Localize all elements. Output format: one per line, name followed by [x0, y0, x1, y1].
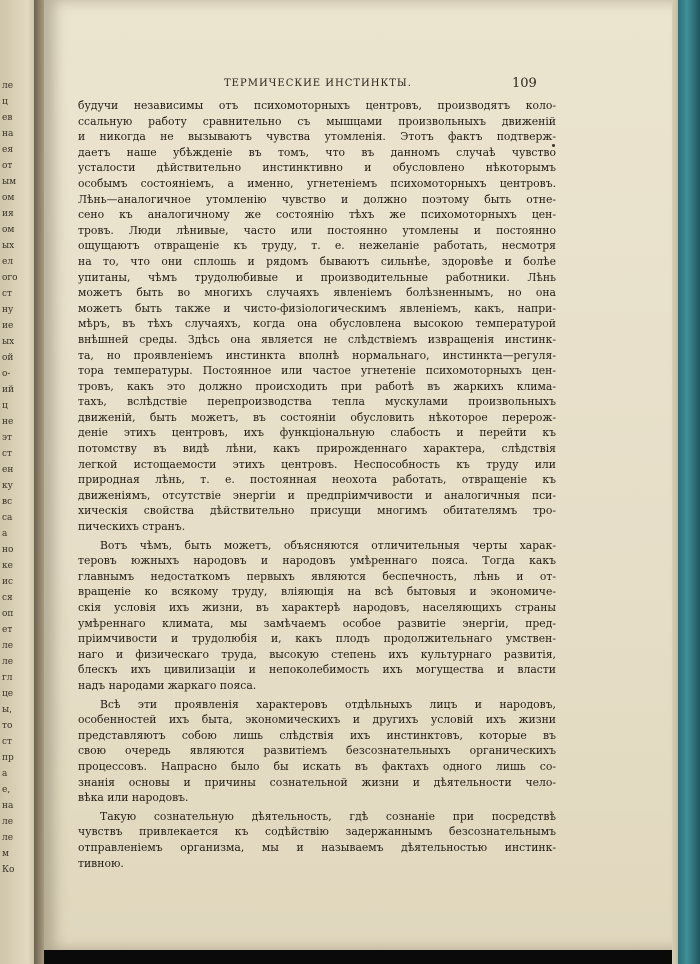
text-line: Лѣнь—аналогичное утомленiю чувство и должно поэтому быть отне-: [78, 192, 556, 206]
text-line: прiимчивости и трудолюбiя и, какъ плодъ продолжительнаго умствен-: [78, 632, 556, 646]
left-page-fragment: ис: [2, 577, 14, 587]
text-line: теровъ южныхъ народовъ и народовъ умѣреннаго пояса. Тогда какъ: [78, 554, 556, 568]
left-page-fragment: ого: [2, 273, 18, 283]
text-line: главнымъ недостаткомъ первыхъ являются беспечность, лѣнь и от-: [78, 569, 556, 583]
left-page-fragment: ея: [2, 145, 14, 155]
text-line: денiе этихъ центровъ, ихъ функцiональную слабость и перейти къ: [78, 426, 556, 440]
text-line: знанiя основы и причины сознательной жизни и дѣятельности чело-: [78, 775, 556, 789]
book-page: [44, 0, 674, 950]
text-line: вращенiе ко всякому труду, влiяющiя на всѣ бытовыя и экономиче-: [78, 585, 556, 599]
text-line: отправленiемъ организма, мы и называемъ дѣятельностью инстинк-: [78, 840, 556, 854]
left-page-fragment: ке: [2, 561, 13, 571]
left-page-fragment: ен: [2, 465, 14, 475]
text-line: представляютъ собою лишь слѣдствiя ихъ инстинктовъ, которые въ: [78, 728, 556, 742]
book-gutter: [34, 0, 44, 964]
text-line: упитаны, чѣмъ трудолюбивые и производительные работники. Лѣнь: [78, 270, 556, 284]
left-page-fragment: не: [2, 417, 14, 427]
text-line: на то, что они сплошь и рядомъ бываютъ сильнѣе, здоровѣе и болѣе: [78, 254, 556, 268]
text-line: природная лѣнь, т. е. постоянная неохота работать, отвращенiе къ: [78, 473, 556, 487]
left-page-fragment: ия: [2, 209, 14, 219]
left-page-fragment: Ко: [2, 865, 15, 875]
page-body-text: [78, 98, 556, 871]
text-line: тровъ, какъ это должно происходить при работѣ въ жаркихъ клима-: [78, 379, 556, 393]
left-page-fragment: ле: [2, 81, 14, 91]
text-line: вѣка или народовъ.: [78, 791, 189, 805]
left-page-fragment: от: [2, 161, 13, 171]
left-page-fragment: вс: [2, 497, 13, 507]
text-line: легкой истощаемости этихъ центровъ. Неспособность къ труду или: [78, 457, 556, 471]
text-line: чувствъ привлекается къ содѣйствiю задержаннымъ безсознательнымъ: [78, 825, 556, 839]
left-page-fragment: а: [2, 529, 8, 539]
text-line: наго и физическаго труда, высокую степень ихъ культурнаго развитiя,: [78, 647, 556, 661]
text-line: та, но проявленiемъ инстинкта вполнѣ нормальнаго, инстинкта—регуля-: [78, 348, 556, 362]
left-page-fragment: ся: [2, 593, 13, 603]
left-page-fragment: ым: [2, 177, 17, 187]
page-number: 109: [512, 76, 537, 91]
left-page-fragment: ых: [2, 337, 15, 347]
left-page-fragment: ле: [2, 817, 14, 827]
text-line: сено къ аналогичному же состоянiю тѣхъ же психомоторныхъ цен-: [78, 208, 556, 222]
text-line: потомству въ видѣ лѣни, какъ прирожденнаго характера, слѣдствiя: [78, 442, 556, 456]
text-line: движенiямъ, отсутствiе энергiи и предпрiимчивости и аналогичныя пси-: [78, 488, 556, 502]
left-page-fragment: це: [2, 689, 14, 699]
left-page-fragment: ст: [2, 289, 13, 299]
left-page-fragment: ц: [2, 97, 8, 107]
left-page-fragment: ых: [2, 241, 15, 251]
paragraph: [78, 697, 556, 806]
left-page-fragment: ст: [2, 737, 13, 747]
text-line: тровъ. Люди лѣнивые, часто или постоянно утомлены и постоянно: [78, 223, 556, 237]
left-page-fragment: а: [2, 769, 8, 779]
paragraph: [78, 98, 556, 535]
book-cover-edge: [678, 0, 700, 964]
text-line: хическiя свойства дѣйствительно присущи многимъ обитателямъ тро-: [78, 504, 556, 518]
text-line: Всѣ эти проявленiя характеровъ отдѣльныхъ лицъ и народовъ,: [100, 697, 556, 711]
left-page-fragment: ле: [2, 657, 14, 667]
text-line: ощущаютъ отвращенiе къ труду, т. е. нежеланiе работать, несмотря: [78, 239, 556, 253]
left-page-fragment: е,: [2, 785, 11, 795]
left-page-fragment: са: [2, 513, 13, 523]
text-line: внѣшней среды. Здѣсь она является не слѣдствiемъ извращенiя инстинк-: [78, 332, 556, 346]
left-page-fragment: ле: [2, 833, 14, 843]
text-line: и никогда не вызываютъ чувства утомленiя. Этотъ фактъ подтверж-: [78, 130, 556, 144]
text-line: даетъ наше убѣжденiе въ томъ, что въ данномъ случаѣ чувство: [78, 145, 556, 159]
text-line: движенiй, быть можетъ, въ состоянiи обусловить нѣкоторое перерож-: [78, 410, 556, 424]
left-page-fragment: оп: [2, 609, 14, 619]
left-page-fragment: ст: [2, 449, 13, 459]
left-page-fragment: то: [2, 721, 13, 731]
paragraph: [78, 809, 556, 871]
left-page-fragment: о-: [2, 369, 11, 379]
left-page-fragment: на: [2, 129, 14, 139]
left-page-fragment: гл: [2, 673, 13, 683]
text-line: надъ народами жаркаго пояса.: [78, 678, 257, 692]
text-line: тора температуры. Постоянное или частое угнетенiе психомоторныхъ цен-: [78, 364, 556, 378]
text-line: тахъ, вслѣдствiе перепроизводства тепла мускулами произвольныхъ: [78, 395, 556, 409]
running-head: ТЕРМИЧЕСКИЕ ИНСТИНКТЫ.: [224, 78, 412, 89]
left-page-fragment: ет: [2, 625, 13, 635]
text-line: пическихъ странъ.: [78, 520, 186, 534]
text-line: Такую сознательную дѣятельность, гдѣ сознанiе при посредствѣ: [100, 809, 556, 823]
text-line: усталости дѣйствительно инстинктивно и обусловлено нѣкоторымъ: [78, 161, 556, 175]
left-page-fragment: эт: [2, 433, 13, 443]
left-page-fragment: но: [2, 545, 14, 555]
left-page-fragment: ев: [2, 113, 13, 123]
text-line: можетъ быть также и чисто-физiологическимъ явленiемъ, какъ, напри-: [78, 301, 556, 315]
text-line: тивною.: [78, 856, 124, 870]
left-page-fragment: ом: [2, 193, 15, 203]
left-page-fragment: ел: [2, 257, 14, 267]
page-header: [44, 76, 674, 94]
left-page-fragment: м: [2, 849, 10, 859]
left-page-fragment: на: [2, 801, 14, 811]
text-line: мѣръ, въ тѣхъ случаяхъ, когда она обусловлена высокою температурой: [78, 317, 556, 331]
left-page-fragment: ий: [2, 385, 14, 395]
text-line: Вотъ чѣмъ, быть можетъ, объясняются отличительныя черты харак-: [100, 538, 556, 552]
left-page-fragment: ну: [2, 305, 14, 315]
text-line: можетъ быть во многихъ случаяхъ явленiемъ болѣзненнымъ, но она: [78, 286, 556, 300]
left-page-fragment: ле: [2, 641, 14, 651]
text-line: ссальную работу сравнительно съ мышцами произвольныхъ движенiй: [78, 114, 556, 128]
left-page-fragment: ой: [2, 353, 14, 363]
left-page-fragments: [2, 78, 32, 878]
text-line: особымъ состоянiемъ, а именно, угнетенiемъ психомоторныхъ центровъ.: [78, 176, 556, 190]
left-page-fragment: ку: [2, 481, 13, 491]
left-page-fragment: пр: [2, 753, 14, 763]
left-page-fragment: ие: [2, 321, 14, 331]
text-line: умѣреннаго климата, мы замѣчаемъ особое развитiе энергiи, пред-: [78, 616, 556, 630]
text-line: скiя условiя ихъ жизни, въ характерѣ народовъ, населяющихъ страны: [78, 601, 556, 614]
text-line: процессовъ. Напрасно было бы искать въ фактахъ одного лишь со-: [78, 759, 556, 773]
text-line: блескъ ихъ цивилизацiи и непоколебимость ихъ могущества и власти: [78, 663, 556, 677]
paragraph: [78, 538, 556, 694]
left-page-fragment: ом: [2, 225, 15, 235]
left-page-fragment: ц: [2, 401, 8, 411]
text-line: особенностей ихъ быта, экономическихъ и другихъ условiй ихъ жизни: [78, 713, 556, 727]
text-line: будучи независимы отъ психомоторныхъ центровъ, производятъ коло-: [78, 99, 556, 112]
text-line: свою очередь являются развитiемъ безсознательныхъ органическихъ: [78, 744, 556, 758]
left-page-fragment: ы,: [2, 705, 13, 715]
